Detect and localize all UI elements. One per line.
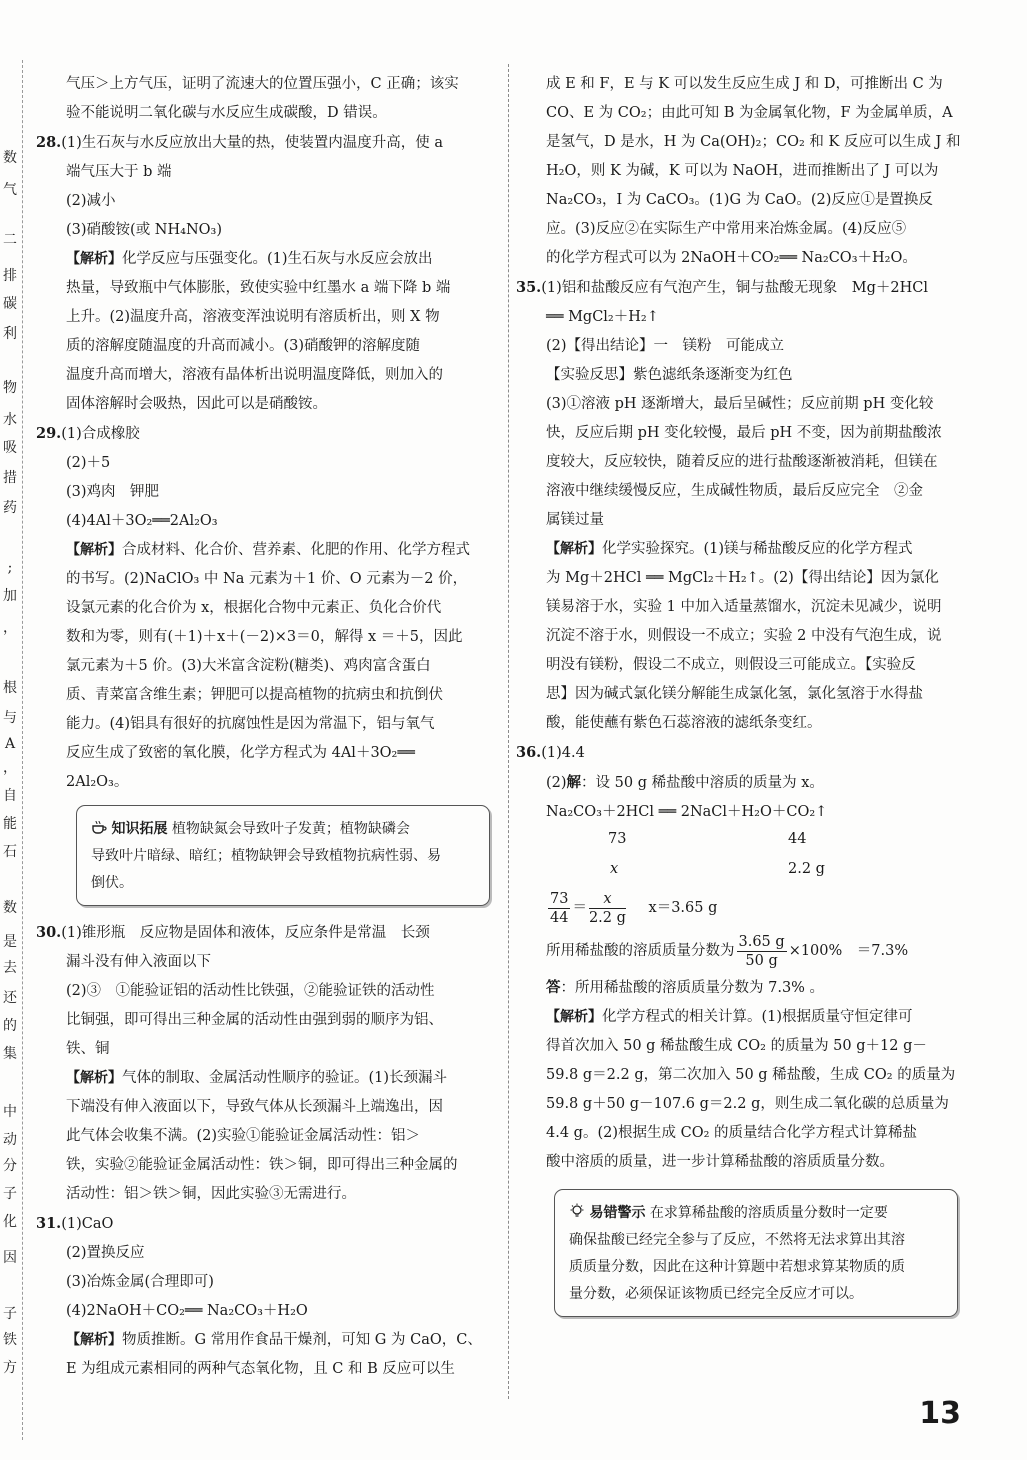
box-text: 导致叶片暗绿、暗红；植物缺钾会导致植物抗病性弱、易 xyxy=(91,848,441,864)
answer-line: (3)冶炼金属(合理即可) xyxy=(66,1274,214,1290)
analysis-text: 酸，能使蘸有紫色石蕊溶液的滤纸条变红。 xyxy=(546,715,822,731)
edge-char: 排 xyxy=(3,268,17,284)
question-number: 36. xyxy=(516,744,542,761)
answer-line: (4)2NaOH＋CO₂══ Na₂CO₃＋H₂O xyxy=(66,1303,308,1319)
answer-line: (4)4Al＋3O₂══2Al₂O₃ xyxy=(66,513,218,529)
analysis-text: 气体的制取、金属活动性顺序的验证。(1)长颈漏斗 xyxy=(122,1070,448,1086)
analysis-text: 数和为零，则有(＋1)＋x＋(－2)×3＝0，解得 x ＝＋5，因此 xyxy=(66,629,463,645)
edge-char: A xyxy=(4,736,16,752)
analysis-tag: 【解析】 xyxy=(66,542,122,558)
answer-line: (2)③ ①能验证铝的活动性比铁强，②能验证铁的活动性 xyxy=(66,983,435,999)
question-29 xyxy=(36,419,494,797)
analysis-text: 明没有镁粉，假设二不成立，则假设三可能成立。【实验反 xyxy=(546,657,916,673)
edge-char: 石 xyxy=(3,844,17,860)
chemical-equation: Na₂CO₃＋2HCl ══ 2NaCl＋H₂O＋CO₂↑ xyxy=(546,804,828,820)
analysis-text: 热量，导致瓶中气体膨胀，致使实验中红墨水 a 端下降 b 端 xyxy=(66,280,451,296)
answer-label: 答 xyxy=(546,979,561,996)
box-text: 在求算稀盐酸的溶质质量分数时一定要 xyxy=(649,1205,888,1221)
left-column xyxy=(36,70,494,1384)
answer-line: (1)铝和盐酸反应有气泡产生，铜与盐酸无现象 Mg＋2HCl xyxy=(541,280,929,296)
answer-line: 铁、铜 xyxy=(66,1041,110,1057)
box-text: 确保盐酸已经完全参与了反应，不然将无法求算出其溶 xyxy=(569,1232,905,1248)
edge-char: 方 xyxy=(3,1360,17,1376)
analysis-text: 沉淀不溶于水，则假设一不成立；实验 2 中没有气泡生成，说 xyxy=(546,628,942,644)
fraction-numerator: 73 xyxy=(550,890,569,907)
fraction-numerator: 3.65 g xyxy=(738,933,785,950)
proportion-line xyxy=(516,887,962,929)
text-line: 验不能说明二氧化碳与水反应生成碳酸，D 错误。 xyxy=(66,105,387,121)
edge-char: 自 xyxy=(3,788,17,804)
edge-char: 加 xyxy=(3,588,17,604)
edge-char: 吸 xyxy=(3,440,17,456)
answer-line: (2)＋5 xyxy=(66,455,111,471)
analysis-text: 59.8 g＝2.2 g，第二次加入 50 g 稀盐酸，生成 CO₂ 的质量为 xyxy=(546,1067,956,1083)
analysis-text: 化学实验探究。(1)镁与稀盐酸反应的化学方程式 xyxy=(602,541,913,557)
edge-char: 是 xyxy=(3,934,17,950)
answer-line: 漏斗没有伸入液面以下 xyxy=(66,954,211,970)
question-number: 30. xyxy=(36,924,62,941)
edge-char: 铁 xyxy=(3,1332,17,1348)
answer-line: 快，反应后期 pH 变化较慢，最后 pH 不变，因为前期盐酸浓 xyxy=(546,425,942,441)
question-number: 31. xyxy=(36,1215,62,1232)
edge-char: 根 xyxy=(3,680,17,696)
analysis-text: H₂O，则 K 为碱，K 可以为 NaOH，进而推断出了 J 可以为 xyxy=(546,163,939,179)
teacup-icon xyxy=(91,819,107,835)
question-number: 29. xyxy=(36,425,62,442)
ratio-value: 73 xyxy=(608,831,627,847)
column-divider xyxy=(508,64,509,1399)
answer-line: (2)置换反应 xyxy=(66,1245,145,1261)
analysis-text: 固体溶解时会吸热，因此可以是硝酸铵。 xyxy=(66,396,327,412)
question-35 xyxy=(516,273,962,738)
analysis-text: 的书写。(2)NaClO₃ 中 Na 元素为＋1 价、O 元素为－2 价， xyxy=(66,571,468,587)
analysis-text: 温度升高而增大，溶液有晶体析出说明温度降低，则加入的 xyxy=(66,367,443,383)
analysis-text: 下端没有伸入液面以下，导致气体从长颈漏斗上端逸出，因 xyxy=(66,1099,443,1115)
analysis-text: 思】因为碱式氯化镁分解能生成氯化氢，氯化氢溶于水得盐 xyxy=(546,686,923,702)
edge-char: 还 xyxy=(3,990,17,1006)
result-text: x＝3.65 g xyxy=(648,900,718,916)
lightbulb-icon xyxy=(569,1203,585,1219)
edge-char: ， xyxy=(3,760,17,776)
analysis-text: 化学反应与压强变化。(1)生石灰与水反应会放出 xyxy=(122,251,433,267)
page-number: 13 xyxy=(919,1396,961,1431)
analysis-text: 应。(3)反应②在实际生产中常用来冶炼金属。(4)反应⑤ xyxy=(546,221,907,237)
text-line: 气压＞上方气压，证明了流速大的位置压强小，C 正确；该实 xyxy=(66,76,459,92)
answer-line: 比铜强，即可得出三种金属的活动性由强到弱的顺序为铝、 xyxy=(66,1012,443,1028)
analysis-text: 4.4 g。(2)根据生成 CO₂ 的质量结合化学方程式计算稀盐 xyxy=(546,1125,918,1141)
edge-char: 利 xyxy=(3,326,17,342)
percentage-result: ×100% ＝7.3% xyxy=(788,943,909,959)
box-text: 倒伏。 xyxy=(91,875,133,891)
edge-char: 化 xyxy=(3,1214,17,1230)
edge-char: 数 xyxy=(3,900,17,916)
edge-char: 能 xyxy=(3,816,17,832)
analysis-text: 得首次加入 50 g 稀盐酸生成 CO₂ 的质量为 50 g＋12 g－ xyxy=(546,1038,927,1054)
analysis-text: 物质推断。G 常用作食品干燥剂，可知 G 为 CaO，C、 xyxy=(122,1332,482,1348)
edge-char: 碳 xyxy=(3,296,17,312)
box-title: 易错警示 xyxy=(589,1205,646,1221)
analysis-text: 质、青菜富含维生素；钾肥可以提高植物的抗病虫和抗倒伏 xyxy=(66,687,443,703)
ratio-row xyxy=(516,857,962,887)
analysis-text: 的化学方程式可以为 2NaOH＋CO₂══ Na₂CO₃＋H₂O。 xyxy=(546,250,917,266)
box-text: 植物缺氮会导致叶子发黄；植物缺磷会 xyxy=(171,821,410,837)
analysis-text: 镁易溶于水，实验 1 中加入适量蒸馏水，沉淀未见减少，说明 xyxy=(546,599,942,615)
edge-char: 集 xyxy=(3,1046,17,1062)
question-36 xyxy=(516,738,962,1177)
analysis-text: 能力。(4)铝具有很好的抗腐蚀性是因为常温下，铝与氧气 xyxy=(66,716,435,732)
analysis-text: 氯元素为＋5 价。(3)大米富含淀粉(糖类)、鸡肉富含蛋白 xyxy=(66,658,431,674)
edge-char: 水 xyxy=(3,412,17,428)
answer-line: 溶液中继续缓慢反应，生成碱性物质，最后反应完全 ②金 xyxy=(546,483,923,499)
analysis-text: 合成材料、化合价、营养素、化肥的作用、化学方程式 xyxy=(122,542,470,558)
edge-char: 的 xyxy=(3,1018,17,1034)
left-margin-fragment xyxy=(2,60,23,1440)
fraction-denominator: 50 g xyxy=(745,952,778,969)
fraction xyxy=(737,933,787,970)
analysis-text: 化学方程式的相关计算。(1)根据质量守恒定律可 xyxy=(602,1009,913,1025)
answer-line: (2)【得出结论】一 镁粉 可能成立 xyxy=(546,338,785,354)
edge-char: 二 xyxy=(3,232,17,248)
analysis-text: 铁，实验②能验证金属活动性：铁＞铜，即可得出三种金属的 xyxy=(66,1157,458,1173)
edge-char: 子 xyxy=(3,1306,17,1322)
analysis-text: 是氢气，D 是水，H 为 Ca(OH)₂；CO₂ 和 K 反应可以生成 J 和 xyxy=(546,134,961,150)
answer-line: 属镁过量 xyxy=(546,512,604,528)
percentage-label: 所用稀盐酸的溶质质量分数为 xyxy=(546,943,735,959)
fraction-numerator: x xyxy=(589,890,626,909)
answer-line: 【实验反思】紫色滤纸条逐渐变为红色 xyxy=(546,367,793,383)
edge-char: 药 xyxy=(3,500,17,516)
analysis-tag: 【解析】 xyxy=(546,1009,602,1025)
question-28 xyxy=(36,128,494,419)
answer-line: (1)4.4 xyxy=(541,745,585,761)
edge-char: 去 xyxy=(3,960,17,976)
analysis-tag: 【解析】 xyxy=(66,1332,122,1348)
percentage-line xyxy=(516,929,962,973)
answer-line: (1)生石灰与水反应放出大量的热，使装置内温度升高，使 a xyxy=(61,135,444,151)
analysis-text: 2Al₂O₃。 xyxy=(66,774,129,790)
analysis-text: 上升。(2)温度升高，溶液变浑浊说明有溶质析出，则 X 物 xyxy=(66,309,440,325)
edge-char: 气 xyxy=(3,182,17,198)
analysis-text: 酸中溶质的质量，进一步计算稀盐酸的溶质质量分数。 xyxy=(546,1154,894,1170)
edge-char: ; xyxy=(7,560,13,576)
question-30 xyxy=(36,918,494,1209)
analysis-text: 此气体会收集不满。(2)实验①能验证金属活动性：铝＞ xyxy=(66,1128,421,1144)
right-column xyxy=(516,70,962,1329)
analysis-text: CO、E 为 CO₂；由此可知 B 为金属氧化物，F 为金属单质，A xyxy=(546,105,953,121)
edge-char: 中 xyxy=(3,1104,17,1120)
answer-line: 度较大，反应较快，随着反应的进行盐酸逐渐被消耗，但镁在 xyxy=(546,454,938,470)
answer-line: (3)鸡肉 钾肥 xyxy=(66,484,160,500)
edge-char: 与 xyxy=(3,710,17,726)
answer-text: ：所用稀盐酸的溶质质量分数为 7.3% 。 xyxy=(560,980,825,996)
box-text: 量分数，必须保证该物质已经完全反应才可以。 xyxy=(569,1286,863,1302)
ratio-value: x xyxy=(610,861,619,877)
answer-line: (1)合成橡胶 xyxy=(61,426,140,442)
answer-line: (1)锥形瓶 反应物是固体和液体，反应条件是常温 长颈 xyxy=(61,925,430,941)
analysis-text: 设氯元素的化合价为 x，根据化合物中元素正、负化合价代 xyxy=(66,600,442,616)
edge-char: 因 xyxy=(3,1250,17,1266)
answer-line: ══ MgCl₂＋H₂↑ xyxy=(546,309,659,325)
edge-char: 数 xyxy=(3,150,17,166)
fraction xyxy=(548,890,570,927)
ratio-value: 2.2 g xyxy=(788,861,825,877)
analysis-tag: 【解析】 xyxy=(66,251,122,267)
box-text: 质质量分数，因此在这种计算题中若想求算某物质的质 xyxy=(569,1259,905,1275)
analysis-text: Na₂CO₃，I 为 CaCO₃。(1)G 为 CaO。(2)反应①是置换反 xyxy=(546,192,933,208)
answer-line: ：设 50 g 稀盐酸中溶质的质量为 x。 xyxy=(581,775,824,791)
ratio-value: 44 xyxy=(788,831,807,847)
knowledge-extension-box xyxy=(76,805,490,906)
analysis-text: E 为组成元素相同的两种气态氧化物，且 C 和 B 反应可以生 xyxy=(66,1361,455,1377)
analysis-text: 为 Mg＋2HCl ══ MgCl₂＋H₂↑。(2)【得出结论】因为氯化 xyxy=(546,570,939,586)
question-number: 28. xyxy=(36,134,62,151)
answer-line: (2) xyxy=(546,775,567,791)
equals-sign: ＝ xyxy=(572,900,587,916)
answer-line: (2)减小 xyxy=(66,193,116,209)
edge-char: 动 xyxy=(3,1132,17,1148)
analysis-tag: 【解析】 xyxy=(546,541,602,557)
edge-char: 物 xyxy=(3,380,17,396)
box-title: 知识拓展 xyxy=(111,821,168,837)
edge-char: 措 xyxy=(3,470,17,486)
ratio-row xyxy=(516,827,962,857)
analysis-text: 59.8 g＋50 g－107.6 g＝2.2 g，则生成二氧化碳的总质量为 xyxy=(546,1096,949,1112)
analysis-text: 活动性：铝＞铁＞铜，因此实验③无需进行。 xyxy=(66,1186,356,1202)
question-31 xyxy=(36,1209,494,1384)
fraction-denominator: 44 xyxy=(550,909,569,926)
edge-char: ， xyxy=(3,620,17,636)
edge-char: 分 xyxy=(3,1158,17,1174)
analysis-text: 成 E 和 F，E 与 K 可以发生反应生成 J 和 D，可推断出 C 为 xyxy=(546,76,943,92)
question-number: 35. xyxy=(516,279,542,296)
fraction xyxy=(589,890,626,927)
fraction-denominator: 2.2 g xyxy=(588,909,626,926)
edge-char: 子 xyxy=(3,1186,17,1202)
answer-line: 端气压大于 b 端 xyxy=(66,164,172,180)
solution-label: 解 xyxy=(566,774,582,791)
common-mistake-box xyxy=(554,1189,958,1317)
answer-line: (3)①溶液 pH 逐渐增大，最后呈碱性；反应前期 pH 变化较 xyxy=(546,396,934,412)
analysis-tag: 【解析】 xyxy=(66,1070,122,1086)
analysis-text: 反应生成了致密的氧化膜，化学方程式为 4Al＋3O₂══ xyxy=(66,745,415,761)
answer-line: (3)硝酸铵(或 NH₄NO₃) xyxy=(66,222,222,238)
analysis-text: 质的溶解度随温度的升高而减小。(3)硝酸钾的溶解度随 xyxy=(66,338,421,354)
answer-line: (1)CaO xyxy=(61,1216,114,1232)
